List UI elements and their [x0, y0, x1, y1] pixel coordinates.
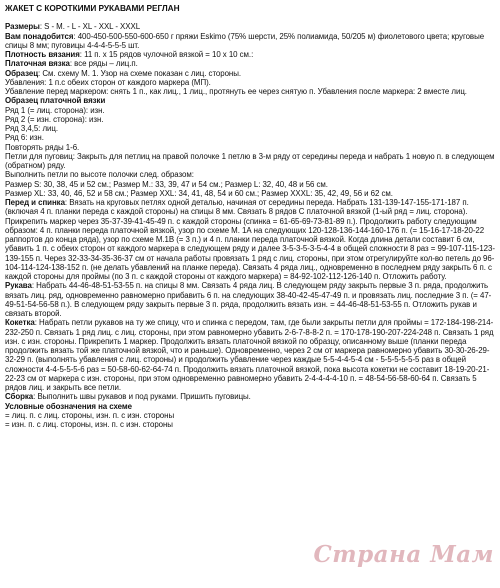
- front-back-paragraph: [5, 198, 495, 281]
- density-text: : 11 п. х 15 рядов чулочной вязкой = 10 х 10 см.:: [79, 50, 254, 59]
- decreases-line: Убавления: 1 п.с обеих сторон от каждого маркера (МП).: [5, 77, 211, 87]
- sample-header: Образец платочной вязки: [5, 96, 106, 106]
- garter-label: Платочная вязка: [5, 59, 70, 69]
- density-label: Плотность вязания: [5, 50, 80, 59]
- yoke-paragraph: [5, 318, 495, 392]
- sleeve-text: : Набрать 44-46-48-51-53-55 п. на спицы 8 мм. Связать 4 ряда лиц. В следующем ряду закрыть первые 3 п. ряда, продолжить вязать лиц. ряд, одновременно равномерно прибавить 6 п. на следующих 38-40-42-45-47-49 п. и провязать лиц. последние 3 п. (= 47-49-51-54-56-58 п.). В следующем ряду закрыть первые 3 п. ряда, продолжить вязать изн. = 44-46-48-51-53-55 п. Отложить рукав и связать второй.: [5, 281, 492, 318]
- assembly-text: : Выполнить швы рукавов и под руками. Пришить пуговицы.: [33, 392, 251, 402]
- assembly-label: Сборка: [5, 392, 34, 402]
- yoke-label: Кокетка: [5, 318, 35, 328]
- sizes-label: Размеры: [5, 22, 40, 32]
- materials-paragraph: [5, 32, 495, 51]
- density-line: [5, 50, 495, 59]
- pattern-label: Образец: [5, 68, 39, 78]
- legend-item: = изн. п. с лиц. стороны, изн. п. с изн. стороны: [5, 420, 173, 429]
- front-back-label: Перед и спинка: [5, 198, 65, 207]
- sample-row: Ряд 2 (= изн. сторона): изн.: [5, 114, 104, 124]
- page-title: ЖАКЕТ С КОРОТКИМИ РУКАВАМИ РЕГЛАН: [5, 4, 180, 13]
- buttonholes-paragraph: Петли для пуговиц: Закрыть для петлиц на правой полочке 1 петлю в 3-м ряду от середины переда и набрать 1 новую п. в следующем (обратном) ряду.: [5, 151, 495, 170]
- legend-header: Условные обозначения на схеме: [5, 401, 133, 411]
- pattern-line: [5, 69, 495, 78]
- pattern-text: : См. схему М. 1. Узор на схеме показан с лиц. стороны.: [38, 68, 242, 78]
- sleeve-label: Рукава: [5, 281, 32, 291]
- sample-row: Ряд 6: изн.: [5, 133, 44, 143]
- garter-text: : все ряды – лиц.п.: [69, 59, 138, 69]
- sizes-line: [5, 22, 495, 31]
- decrease-method: Убавление перед маркером: снять 1 п., как лиц., 1 лиц., протянуть ее через снятую п. Убавления после маркера: 2 вместе лиц.: [5, 87, 467, 96]
- site-watermark: Страна Мам: [313, 541, 494, 568]
- legend-item: = лиц. п. с лиц. стороны, изн. п. с изн. стороны: [5, 410, 175, 420]
- sample-row: Повторять ряды 1-6.: [5, 142, 80, 152]
- document: [5, 4, 495, 429]
- sleeve-paragraph: [5, 281, 495, 318]
- sample-row: Ряд 3,4,5: лиц.: [5, 124, 58, 133]
- sample-row: Ряд 1 (= лиц. сторона): изн.: [5, 105, 105, 115]
- materials-text: : 400-450-500-550-600-650 г пряжи Eskimo (75% шерсти, 25% полиамида, 50/205 м) фиолетового цвета; круговые спицы 8 мм; пуговицы 4-4-4-5-5-5 шт.: [5, 31, 485, 50]
- garter-line: [5, 59, 495, 68]
- yoke-text: : Набрать петли рукавов на ту же спицу, что и спинка с передом, там, где были закрыты петли для проймы = 172-184-198-214-232-250 п. Связать 1 ряд лиц. с лиц. стороны, при этом равномерно убавить 2-6-7-8-8-2 п. = 170-178-190-207-224-248 п. Связать 1 ряд изн. с изн. стороны. Прикрепить 1 маркер. Продолжить вязать платочной вязкой по образцу, описанному выше (планки переда продолжить вязать той же платочной вязкой, что и раньше). Одновременно, через 2 см от маркера равномерно убавить 30-30-26-29-32-29 п. (выполнять убавления с лиц. стороны) и продолжить убавление через каждые 5-5-4-4-5-4 см - 5-5-5-5-5-5 раз в общей сложности 4-4-5-5-5-6 раз = 50-58-60-62-64-74 п. Продолжить вязать платочной вязкой, пока высота кокетки не составит 18-19-20-21-22-23 см от маркера с изн. стороны, при этом одновременно равномерно убавить 2-4-4-4-4-10 п. = 48-54-56-58-60-64 п. Связать 5 рядов лиц. и закрыть все петли.: [5, 318, 494, 392]
- sizes-text: : S - M. - L - XL - XXL - XXXL: [39, 22, 141, 32]
- size-row: Размер S: 30, 38, 45 и 52 см.; Размер M.: 33, 39, 47 и 54 см.; Размер L: 32, 40, 48 и 56 см.: [5, 179, 328, 189]
- size-row: Размер XL: 33, 40, 46, 52 и 58 см.; Размер XXL: 34, 41, 48, 54 и 60 см.; Размер XXXL: 35, 42, 49, 56 и 62 см.: [5, 188, 393, 198]
- buttonholes-count: Выполнить петли по высоте полочки след. образом:: [5, 170, 194, 180]
- assembly-line: [5, 392, 495, 401]
- front-back-text: : Вязать на круговых петлях одной деталью, начиная от середины переда. Набрать 131-139-147-155-171-187 п. (включая 4 п. планки переда с каждой стороны) на спицы 8 мм. Связать 8 рядов С платочной вязкой (1-ый ряд = лиц. сторона). Прикрепить маркер через 35-37-39-41-45-49 п. с каждой стороны (спинка = 61-65-69-73-81-89 п.). Продолжить работу следующим образом: 4 п. планки переда платочной вязкой, узор по схеме М. 1А на следующих 120-128-136-144-160-176 п. (= 15-16-17-18-20-22 раппортов до конца ряда), узор по схеме М.1В (= 3 п.) и 4 п. планки переда платочной вязкой. Когда длина детали составит 6 см, убавить 1 п. с обеих сторон от каждого маркера в следующем ряду и далее 3-5-3-5-3-5-4-4 в общей сложности 8 раз = 99-107-115-123-139-155 п. Через 32-33-34-35-36-37 см от начала работы провязать 1 ряд с лиц. стороны, при этом отрегулируйте кол-во петель до 96-104-114-124-138-152 п. (не делать убавлений на планке переда). Связать 4 ряда лиц., одновременно в последнем ряду закрыть 6 п. с каждой стороны для проймы (по 3 п. с каждой стороны от каждого маркера) = 84-92-102-112-126-140 п. Отложить работу.: [5, 198, 495, 281]
- materials-label: Вам понадобится: [5, 31, 74, 41]
